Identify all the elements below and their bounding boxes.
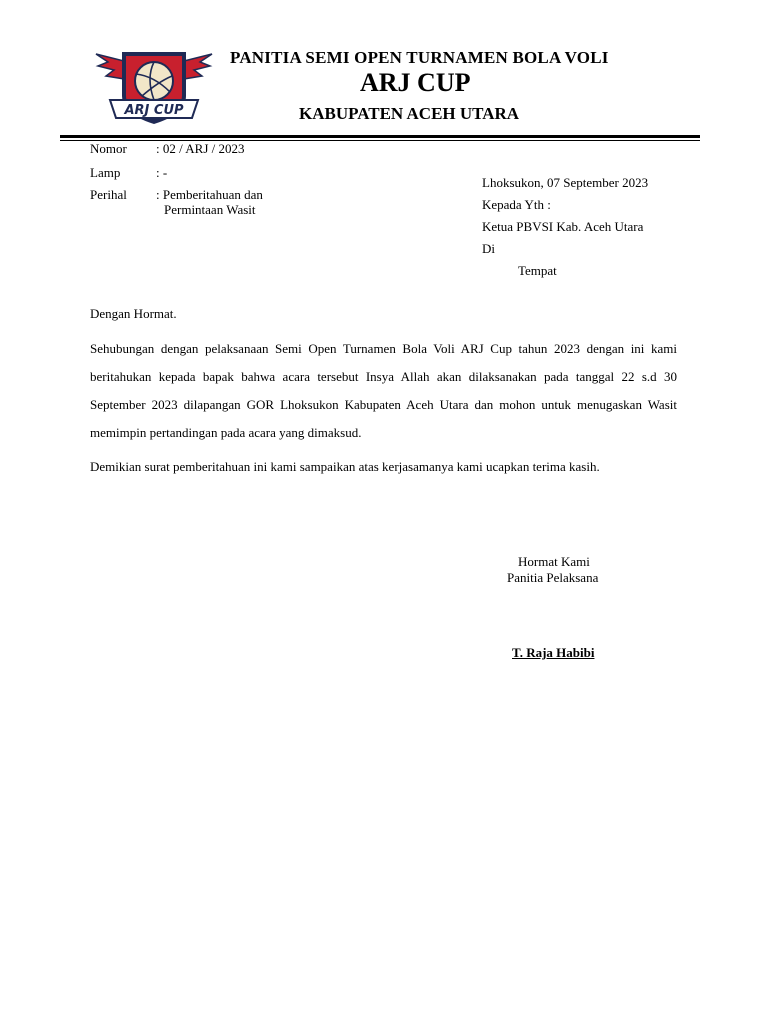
logo-text: ARJ CUP [124,103,184,118]
di-label: Di [482,241,495,256]
volleyball-icon [135,62,173,100]
tempat-label: Tempat [518,263,557,278]
nomor-label: Nomor [90,141,127,156]
signature-name: T. Raja Habibi [512,645,595,660]
arj-cup-logo [88,46,220,128]
greeting: Dengan Hormat. [90,306,177,321]
kepada-label: Kepada Yth : [482,197,551,212]
perihal-value-line1: : Pemberitahuan dan [156,187,263,202]
letter-body [90,335,677,481]
perihal-label: Perihal [90,187,127,202]
signature-closing: Hormat Kami [518,554,590,569]
header-region: KABUPATEN ACEH UTARA [299,104,520,123]
lamp-value: : - [156,165,168,180]
perihal-value-line2: Permintaan Wasit [164,202,256,217]
header-divider-thick [60,135,700,138]
body-paragraph-2: Demikian surat pemberitahuan ini kami sampaikan atas kerjasamanya kami ucapkan terima kasih. [90,459,600,474]
place-date: Lhoksukon, 07 September 2023 [482,175,649,190]
body-paragraph-1: Sehubungan dengan pelaksanaan Semi Open Turnamen Bola Voli ARJ Cup tahun 2023 dengan ini kami beritahukan kepada bapak bahwa acara tersebut Insya Allah akan dilaksanakan pada tanggal 22 s.d 30 September 2023 dilapangan GOR Lhoksukon Kabupaten Aceh Utara dan mohon untuk menugaskan Wasit memimpin pertandingan pada acara yang dimaksud. [90,341,677,440]
lamp-label: Lamp [90,165,121,180]
signature-role: Panitia Pelaksana [507,570,599,585]
header-event-title: ARJ CUP [360,68,471,97]
nomor-value: : 02 / ARJ / 2023 [156,141,245,156]
recipient: Ketua PBVSI Kab. Aceh Utara [482,219,644,234]
header-committee-title: PANITIA SEMI OPEN TURNAMEN BOLA VOLI [230,48,609,67]
